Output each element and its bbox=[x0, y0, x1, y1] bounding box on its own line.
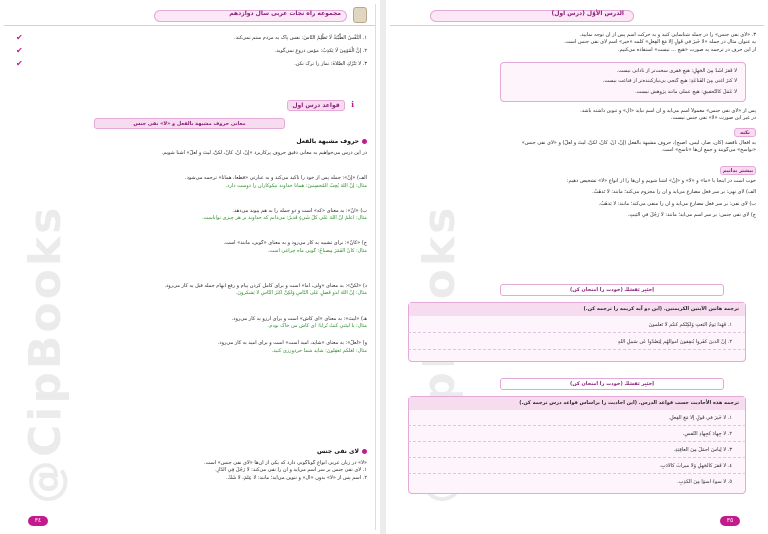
heading-text: حروف مشبهة بالفعل bbox=[296, 138, 359, 145]
note-label: نکته bbox=[734, 128, 756, 137]
body-line: الف) «إنَّ»: جمله پس از خود را تأکید می‌کند و به عبارتی «قطعاً، همانا» ترجمه می‌شود. bbox=[185, 175, 367, 182]
body-line: ج) لای نفی جنس: بر سر اسم می‌آید؛ مانند: لا رَجُلَ في البَيتِ. bbox=[627, 211, 756, 218]
body-line: در غیر این صورت «لا» نفی جنس نیست. bbox=[670, 115, 756, 122]
heading-text: لای نفی جنس bbox=[316, 448, 359, 455]
test2-instruction: ترجمه هذه الأحاديث حسب قواعد الدرس. (این احادیث را براساس قواعد درس ترجمه کن.) bbox=[409, 397, 745, 410]
body-line: مثال: إنَّ اللهَ يُحِبُّ الْمُحسِنينَ: همانا خداوند نیکوکاران را دوست دارد. bbox=[225, 182, 367, 189]
intro-line: ١. اَلنَّفْسُ الطَّيِّبَةُ لَا تَظْلِمُ النّاسَ: نفس پاک به مردم ستم نمی‌کند. bbox=[234, 35, 367, 41]
test2-item bbox=[408, 461, 746, 474]
body-line: به افعال ناقصه (کان، صار، لیس، أصبح)، حروف مشبهة بالفعل (إنَّ، أنَّ، کأنَّ، لکنَّ، لیتَ و لعلَّ) و «لای نفی جنس» bbox=[521, 140, 756, 146]
after-examples bbox=[398, 108, 756, 123]
test1-item bbox=[408, 337, 746, 350]
check-icon: ✔ bbox=[16, 46, 23, 55]
example-line: لا عَمَلَ كالتَّحقيقِ: هیچ عملی مانند پژوهش نیست. bbox=[635, 88, 737, 95]
test1-item-text: ١. فَهَذا يَومُ البَعثِ وَلكِنَّكُم كُنتُم لا تَعلَمونَ bbox=[648, 322, 732, 328]
test2-item bbox=[408, 445, 746, 458]
heading-mushabbaha bbox=[12, 138, 367, 147]
page-number: ٣٥ bbox=[720, 516, 740, 526]
bullet-icon bbox=[362, 139, 367, 144]
body-line: در این درس می‌خواهیم به معانی دقیق حروف پرکاربرد «إنَّ، أنَّ، کأنَّ، لکنَّ، لیتَ و لعلَّ» آشنا شویم. bbox=[161, 150, 367, 156]
test2-item-text: ١. لا خَيرَ في قَولٍ إلّا مَعَ الفِعلِ. bbox=[668, 415, 732, 421]
body-line: به عنوان مثال در جمله «لا خَيرَ في قَولٍ إلّا مَعَ الفِعلِ» کلمه «خیر» اسم لای نفی جنس است. bbox=[564, 39, 756, 46]
note2-block bbox=[398, 178, 756, 219]
watermark: @CipBooks bbox=[20, 204, 71, 504]
page-number: ٣٤ bbox=[28, 516, 48, 526]
check-icon: ✔ bbox=[16, 59, 23, 68]
test2-item bbox=[408, 429, 746, 442]
note-block bbox=[398, 140, 756, 155]
test1-item-text: ٢. إنَّ الَّذينَ كَفَروا يُنفِقونَ أموالَهُم لِيَصُدّوا عَن سَبيلِ اللهِ bbox=[617, 339, 732, 345]
example-line: لا فَقرَ أشَدُّ مِنَ الجَهلِ: هیچ فقری سخت‌تر از نادانی نیست. bbox=[616, 68, 737, 74]
body-line: و) «لعلَّ»: به معنای «شاید، امید است» است و برای امید به کار می‌رود. bbox=[217, 340, 367, 347]
intro-line: ٣. لا تَتْرُكِ الصَّلاةَ: نماز را ترک نکن. bbox=[294, 61, 367, 67]
body-line: مثال: أعلَمُ أنَّ اللهَ عَلى كُلِّ شَيءٍ قَديرٌ: می‌دانم که خداوند بر هر چیزی تواناست. bbox=[201, 215, 367, 222]
info-icon: ℹ bbox=[351, 100, 355, 109]
book-spine bbox=[380, 0, 386, 534]
body-line: الف) لای نهی: بر سر فعل مضارع می‌آید و آن را مجزوم می‌کند؛ مانند: لا تَذهَبْ. bbox=[592, 189, 756, 196]
left-page bbox=[4, 4, 376, 530]
body-line: ٣. «لای نفی جنس» را در جمله شناسایی کنید و به حرکت اسم پس از آن توجه نمایید. bbox=[579, 32, 756, 38]
bullet-icon bbox=[362, 449, 367, 454]
test1-title: اِختَبِر نَفسَكَ (خودت را امتحان کن) bbox=[500, 284, 724, 296]
body-line: از این حرف در ترجمه به صورت «هیچ ... نیست» استفاده می‌کنیم. bbox=[617, 46, 756, 53]
body-line: هـ) «لیتَ»: به معنای «ای کاش» است و برای آرزو به کار می‌رود. bbox=[231, 315, 367, 322]
test2-title: اِختَبِر نَفسَكَ (خودت را امتحان کن) bbox=[500, 378, 724, 390]
body-line: ب) «أنَّ»: به معنای «که» است و دو جمله را به هم پیوند می‌دهد. bbox=[232, 207, 367, 214]
body-line: مثال: يا لَيتَني كُنتُ تُراباً: ای کاش من خاک بودم. bbox=[267, 322, 367, 329]
body-line: «نواسخ» می‌گویند و جمع آن‌ها «ناسخ» است. bbox=[661, 147, 756, 154]
body-line: د) «لکنَّ»: به معنای «ولی، اما» است و برای کامل کردن پیام و رفع ابهام جمله قبل به کار می‌رود. bbox=[164, 283, 367, 290]
intro-block bbox=[12, 32, 367, 71]
intro-line: ٢. إنَّ الْمُؤمِنَ لَا يَكذِبُ: مؤمن دروغ نمی‌گوید. bbox=[274, 48, 367, 54]
test2-item bbox=[408, 413, 746, 426]
body-line: ج) «کأنَّ»: برای تشبیه به کار می‌رود و به معنای «گویی، مانند» است. bbox=[223, 240, 367, 247]
examples-box bbox=[500, 62, 746, 102]
right-header-title: الدرس الأوّل (درس اول) bbox=[551, 10, 624, 17]
body-line: پس از «لای نفی جنس» معمولاً اسم می‌آید و آن اسم نباید «ال» و تنوین داشته باشد. bbox=[580, 108, 756, 114]
section-pill: قواعد درس اول bbox=[287, 100, 345, 111]
test2-item-text: ٢. لا جِهادَ كَجِهادِ النَّفسِ. bbox=[682, 431, 732, 437]
test2-item-text: ٥. لا سوءَ أسوَأُ مِنَ الكَذِبِ. bbox=[677, 479, 732, 485]
left-header bbox=[4, 4, 375, 26]
check-icon: ✔ bbox=[16, 33, 23, 42]
test2-item bbox=[408, 477, 746, 490]
body-line: مثال: إنَّ اللهَ لَذو فَضلٍ عَلى النّاسِ وَلكِنَّ أكثَرَ النّاسِ لا يَشكُرونَ. bbox=[235, 290, 367, 297]
test2-item-text: ٣. لا لِباسَ أجمَلُ مِنَ العافِيَةِ. bbox=[673, 447, 732, 453]
test2-item-text: ٤. لا فَقرَ كَالجَهلِ وَلا ميراثَ كَالأدَبِ. bbox=[659, 463, 732, 469]
note2-label: بیشتر بدانیم bbox=[720, 166, 756, 175]
la-nafy-body bbox=[12, 460, 367, 482]
body-line: ٢. اسم پس از «لا» بدون «ال» و تنوین می‌آید؛ مانند: لا عِلمَ، لا شَكَّ. bbox=[226, 474, 367, 481]
test1-item bbox=[408, 320, 746, 333]
body-line: مثال: لَعَلَّكُم تَعقِلونَ: شاید شما خردورزی کنید. bbox=[271, 347, 367, 354]
body-line: ب) لای نفی: بر سر فعل مضارع می‌آید و آن را منفی می‌کند؛ مانند: لا يَذهَبُ. bbox=[598, 200, 756, 207]
right-page bbox=[390, 4, 764, 530]
example-line: لا كَنزَ أغنى مِنَ القَناعَةِ: هیچ گنجی بی‌نیازکننده‌تر از قناعت نیست. bbox=[602, 78, 737, 85]
body-line: خوب است در اینجا با «ما» و «لا» و «إنْ» آشنا شویم و آن‌ها را از انواع «لا» تشخیص دهیم: bbox=[566, 178, 756, 184]
test1-instruction: ترجمه هاتين الآيتين الكريمتين. (این دو آیه کریمه را ترجمه کن.) bbox=[409, 303, 745, 316]
body-line: مثال: كأنَّ الْقَمَرَ مِصباحٌ: گویی ماه چراغی است. bbox=[267, 247, 367, 254]
right-header bbox=[390, 4, 764, 26]
left-header-title: مجموعه راه نجات عربی سال دوازدهم bbox=[229, 10, 341, 17]
body-line: «لا» در زبان عربی انواع گوناگونی دارد که یکی از آن‌ها «لای نفی جنس» است. bbox=[204, 460, 367, 466]
right-intro bbox=[398, 32, 756, 54]
heading-la-nafy bbox=[12, 448, 367, 457]
grammar-body bbox=[12, 150, 367, 355]
body-line: ١. لای نفی جنس بر سر اسم می‌آید و آن را نفی می‌کند: لا رَجُلَ فِي الدّارِ. bbox=[215, 467, 367, 474]
subtitle-pill: معانی حروف مشبهة بالفعل و «لا» نفی جنس bbox=[94, 118, 285, 129]
publisher-logo-icon bbox=[353, 7, 367, 23]
